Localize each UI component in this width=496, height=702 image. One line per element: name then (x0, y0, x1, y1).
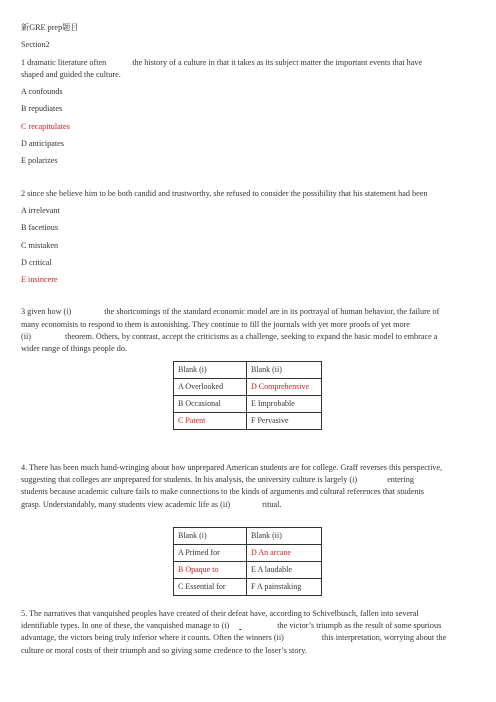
q1-option-c-answer[interactable]: C recapitulates (21, 121, 70, 131)
q2-option-d[interactable]: D critical (21, 257, 52, 267)
q3-choice-b[interactable]: B Occasional (174, 395, 247, 412)
q5-stem-part-c: the victor’s triumph as the result of some spurious (277, 621, 442, 631)
q5-stem-part-e: this interpretation, worrying about the (321, 633, 447, 643)
q3-choice-f[interactable]: F Pervasive (247, 412, 322, 429)
table-row (174, 378, 322, 395)
table-row (174, 412, 322, 429)
question-3 (21, 306, 483, 429)
table-row (174, 395, 322, 412)
document-title: 新GRE prep题目 (21, 23, 79, 32)
q1-stem-part-c: shaped and guided the culture. (21, 69, 121, 79)
section-heading: Section2 (21, 40, 50, 50)
document-page (21, 22, 483, 657)
q4-answer-table (173, 527, 322, 596)
q4-choice-d-answer[interactable]: D An arcane (247, 544, 322, 561)
q2-stem: 2 since she believe him to be both candid and trustworthy, she refused to consider the possibility that his statement had been (21, 188, 428, 198)
table-row (174, 578, 322, 595)
question-5 (21, 608, 483, 657)
q5-stem-part-f: culture or moral costs of their triumph and so giving some credence to the loser’s story. (21, 645, 307, 655)
q4-choice-f[interactable]: F A painstaking (247, 578, 322, 595)
q3-stem-part-b: the shortcomings of the standard economic model are in its portrayal of human behavior, the failure of (104, 307, 440, 317)
q4-choice-a[interactable]: A Primed for (174, 544, 247, 561)
table-row (174, 561, 322, 578)
q4-choice-e[interactable]: E A laudable (247, 561, 322, 578)
q2-option-c[interactable]: C mistaken (21, 240, 59, 250)
q3-choice-a[interactable]: A Overlooked (174, 378, 247, 395)
q4-choice-c[interactable]: C Essential for (174, 578, 247, 595)
table-header-row (174, 527, 322, 544)
q4-stem-part-a: 4. There has been much hand-wringing about how unprepared American students are for college. Graff reverses this perspective, (21, 462, 443, 472)
q4-stem-part-e: grasp. Understandably, many students view academic life as (ii) (21, 499, 231, 509)
q4-stem-part-b: suggesting that colleges are unprepared for students. In his analysis, the university culture is largely (i) (21, 474, 358, 484)
q2-option-a[interactable]: A irrelevant (21, 205, 60, 215)
q5-stem-part-a: 5. The narratives that vanquished peoples have created of their defeat have, according to Schivelbusch, fallen into several (21, 608, 419, 618)
q3-choice-e[interactable]: E Improbable (247, 395, 322, 412)
q1-stem-part-b: the history of a culture in that it takes as its subject matter the important events that have (132, 57, 423, 67)
q4-stem-part-d: students because academic culture fails to make connections to the kinds of arguments and cultural references that students (21, 487, 424, 497)
q3-stem-part-e: theorem. Others, by contrast, accept the criticisms as a challenge, seeking to expand the basic model to embrace a (65, 332, 438, 342)
q1-option-d[interactable]: D anticipates (21, 139, 64, 149)
q3-stem-part-c: many economists to respond to them is astonishing. They continue to fill the journals with yet more proofs of yet more (21, 319, 410, 329)
q3-choice-d-answer[interactable]: D Comprehensive (247, 378, 322, 395)
table-row (174, 544, 322, 561)
q5-stem-part-b: identifiable types. In one of these, the vanquished manage to (i) (21, 621, 230, 631)
q4-choice-b-answer[interactable]: B Opaque to (174, 561, 247, 578)
q3-stem-part-f: wider range of things people do. (21, 344, 127, 354)
table-header-row (174, 361, 322, 378)
q4-stem-part-c: entering (387, 474, 414, 484)
q2-option-e-answer[interactable]: E insincere (21, 275, 58, 285)
q1-stem-part-a: 1 dramatic literature often (21, 57, 107, 67)
q3-choice-c-answer[interactable]: C Patent (174, 412, 247, 429)
q1-option-a[interactable]: A confounds (21, 87, 63, 97)
table-header-cell: Blank (i) (174, 527, 247, 544)
q3-answer-table (173, 361, 322, 430)
q1-option-b[interactable]: B repudiates (21, 104, 63, 114)
q5-stem-part-d: advantage, the victors being truly inferior where it counts. Often the winners (ii) (21, 633, 284, 643)
question-1 (21, 57, 483, 168)
question-2 (21, 188, 483, 287)
table-header-cell: Blank (ii) (247, 361, 322, 378)
q1-option-e[interactable]: E polarizes (21, 156, 58, 166)
table-header-cell: Blank (i) (174, 361, 247, 378)
q5-blank-i (239, 620, 277, 632)
q2-option-b[interactable]: B facetious (21, 223, 59, 233)
q4-stem-part-f: ritual. (262, 499, 282, 509)
table-header-cell: Blank (ii) (247, 527, 322, 544)
q3-stem-part-a: 3 given how (i) (21, 307, 72, 317)
q3-stem-part-d: (ii) (21, 332, 32, 342)
question-4 (21, 462, 483, 596)
